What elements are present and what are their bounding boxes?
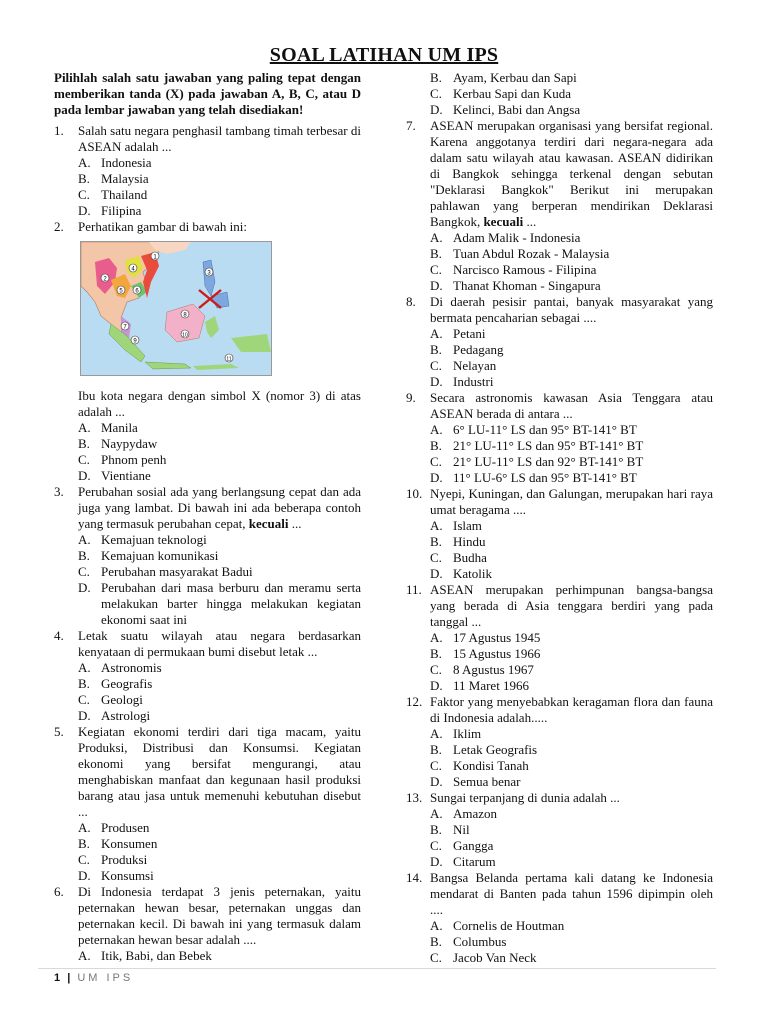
option[interactable]: [78, 868, 361, 884]
option-text: 11 Maret 1966: [453, 678, 530, 693]
option[interactable]: [78, 452, 361, 468]
option-text: Produksi: [101, 852, 148, 867]
option-letter: D.: [430, 278, 443, 293]
option-text: Letak Geografis: [453, 742, 538, 757]
option-text: Vientiane: [101, 468, 151, 483]
question-number: 14.: [406, 870, 423, 885]
option-text: Manila: [101, 420, 138, 435]
option[interactable]: [78, 948, 361, 964]
question-text: Salah satu negara penghasil tambang timah terbesar di ASEAN adalah ...: [78, 123, 361, 154]
right-column: [406, 70, 713, 966]
option[interactable]: [78, 708, 361, 724]
question-number: 13.: [406, 790, 423, 805]
left-column: [54, 70, 361, 964]
option[interactable]: [430, 454, 713, 470]
option-text: 21° LU-11° LS dan 95° BT-141° BT: [453, 438, 644, 453]
map-marker-6: [133, 286, 141, 295]
svg-text:5: 5: [119, 288, 123, 295]
option[interactable]: [78, 676, 361, 692]
question-number: 11.: [406, 582, 422, 597]
option[interactable]: [78, 820, 361, 836]
question-7: [406, 118, 713, 294]
question-number: 8.: [406, 294, 416, 309]
option-letter: C.: [430, 950, 442, 965]
option-text: Malaysia: [101, 171, 149, 186]
option[interactable]: [78, 532, 361, 548]
map-marker-7: [121, 322, 129, 331]
option-letter: B.: [430, 438, 442, 453]
option[interactable]: [430, 70, 713, 86]
option-letter: B.: [430, 822, 442, 837]
map-marker-9: [131, 336, 139, 345]
option-letter: B.: [430, 246, 442, 261]
svg-text:10: 10: [182, 332, 188, 339]
option-text: Kondisi Tanah: [453, 758, 529, 773]
option-letter: B.: [430, 70, 442, 85]
option[interactable]: [430, 550, 713, 566]
option-letter: D.: [78, 203, 91, 218]
option[interactable]: [78, 836, 361, 852]
question-10: [406, 486, 713, 582]
question-3: [54, 484, 361, 628]
option[interactable]: [78, 155, 361, 171]
question-6-continued: [406, 70, 713, 118]
option-letter: D.: [430, 566, 443, 581]
option-text: Petani: [453, 326, 486, 341]
option-text: Cornelis de Houtman: [453, 918, 565, 933]
question-text: Sungai terpanjang di dunia adalah ...: [430, 790, 620, 805]
page-title: SOAL LATIHAN UM IPS: [269, 44, 499, 66]
option-letter: C.: [78, 187, 90, 202]
option[interactable]: [430, 950, 713, 966]
option-letter: A.: [78, 660, 91, 675]
option-text: Astrologi: [101, 708, 151, 723]
option-letter: A.: [78, 532, 91, 547]
option-letter: B.: [78, 676, 90, 691]
option-text: Islam: [453, 518, 482, 533]
option[interactable]: [78, 580, 361, 628]
option-text: Thanat Khoman - Singapura: [453, 278, 601, 293]
question-number: 7.: [406, 118, 416, 133]
option[interactable]: [78, 436, 361, 452]
option[interactable]: [430, 374, 713, 390]
question-text: Secara astronomis kawasan Asia Tenggara atau ASEAN berada di antara ...: [430, 390, 713, 421]
map-marker-10: [181, 330, 189, 339]
question-12: [406, 694, 713, 790]
question-number: 12.: [406, 694, 423, 709]
option[interactable]: [430, 822, 713, 838]
question-text: Di daerah pesisir pantai, banyak masyarakat yang bermata pencaharian sebagai ....: [430, 294, 713, 325]
page-number: 1: [54, 972, 62, 984]
option[interactable]: [78, 852, 361, 868]
question-14: [406, 870, 713, 966]
option[interactable]: [430, 518, 713, 534]
option[interactable]: [430, 86, 713, 102]
option[interactable]: [430, 262, 713, 278]
option[interactable]: [78, 692, 361, 708]
option[interactable]: [430, 230, 713, 246]
option-text: Produsen: [101, 820, 150, 835]
option-letter: C.: [78, 852, 90, 867]
option[interactable]: [78, 420, 361, 436]
option-letter: B.: [430, 342, 442, 357]
option-text: Columbus: [453, 934, 507, 949]
option[interactable]: [430, 806, 713, 822]
option[interactable]: [430, 678, 713, 694]
option-letter: C.: [78, 564, 90, 579]
question-text: Nyepi, Kuningan, dan Galungan, merupakan hari raya umat beragama ....: [430, 486, 713, 517]
option-letter: A.: [430, 806, 443, 821]
option-text: Kelinci, Babi dan Angsa: [453, 102, 581, 117]
map-marker-4: [129, 264, 137, 273]
option-letter: B.: [430, 742, 442, 757]
question-9: [406, 390, 713, 486]
option-text: Geologi: [101, 692, 143, 707]
option-text: 15 Agustus 1966: [453, 646, 541, 661]
map-marker-1: [151, 252, 159, 261]
question-2: [54, 219, 361, 484]
option-letter: C.: [430, 358, 442, 373]
instruction: Pilihlah salah satu jawaban yang paling tepat dengan memberikan tanda (X) pada jawaban A, B, C, atau D pada lembar jawaban yang telah disediakan!: [54, 70, 361, 117]
option-letter: C.: [430, 838, 442, 853]
svg-text:7: 7: [123, 324, 127, 331]
option-letter: D.: [78, 580, 91, 595]
option-letter: B.: [430, 534, 442, 549]
question-5: [54, 724, 361, 884]
option-text: Kerbau Sapi dan Kuda: [453, 86, 572, 101]
question-number: 2.: [54, 219, 64, 234]
option[interactable]: [430, 646, 713, 662]
question-1: [54, 123, 361, 219]
option-letter: A.: [430, 630, 443, 645]
option-text: 17 Agustus 1945: [453, 630, 541, 645]
option-letter: A.: [430, 422, 443, 437]
option-letter: A.: [430, 726, 443, 741]
option-text: Ayam, Kerbau dan Sapi: [453, 70, 577, 85]
option-letter: B.: [430, 934, 442, 949]
option-text: 6° LU-11° LS dan 95° BT-141° BT: [453, 422, 637, 437]
option-text: Hindu: [453, 534, 486, 549]
svg-text:2: 2: [103, 276, 107, 283]
option-letter: C.: [78, 452, 90, 467]
option-letter: D.: [430, 774, 443, 789]
option[interactable]: [430, 342, 713, 358]
footer-subject: UM IPS: [77, 972, 134, 984]
option[interactable]: [430, 566, 713, 582]
option[interactable]: [430, 742, 713, 758]
option-letter: A.: [78, 155, 91, 170]
question-text: ASEAN merupakan perhimpunan bangsa-bangsa yang berada di Asia tenggara berdiri yang pada tanggal ...: [430, 582, 713, 629]
option-letter: B.: [430, 646, 442, 661]
option-text: Konsumen: [101, 836, 158, 851]
question-followup: Ibu kota negara dengan simbol X (nomor 3) di atas adalah ...: [78, 388, 361, 419]
option-text: 11° LU-6° LS dan 95° BT-141° BT: [453, 470, 637, 485]
option-letter: A.: [78, 820, 91, 835]
option[interactable]: [78, 468, 361, 484]
option[interactable]: [430, 326, 713, 342]
option[interactable]: [430, 758, 713, 774]
option-text: Kemajuan teknologi: [101, 532, 207, 547]
option-text: Pedagang: [453, 342, 504, 357]
option-letter: A.: [430, 326, 443, 341]
option-letter: D.: [430, 678, 443, 693]
option[interactable]: [430, 422, 713, 438]
option-letter: D.: [430, 470, 443, 485]
option-letter: B.: [78, 436, 90, 451]
option-letter: B.: [78, 548, 90, 563]
option-text: Indonesia: [101, 155, 152, 170]
page-footer: [54, 972, 133, 984]
option[interactable]: [430, 438, 713, 454]
option-text: 21° LU-11° LS dan 92° BT-141° BT: [453, 454, 644, 469]
question-number: 6.: [54, 884, 64, 899]
footer-divider: [38, 968, 716, 969]
option-text: 8 Agustus 1967: [453, 662, 534, 677]
option-letter: B.: [78, 171, 90, 186]
option-letter: A.: [430, 918, 443, 933]
question-number: 10.: [406, 486, 423, 501]
question-text: ASEAN merupakan organisasi yang bersifat regional. Karena anggotanya terdiri dari negara-negara ada dalam satu wilayah atau kawasan. ASEAN didirikan di Bangkok sehingga terkenal dengan sebutan "Deklarasi Bangkok" Berikut ini merupakan pahlawan yang berperan mendirikan Deklarasi Bangkok, kecuali ...: [430, 118, 713, 229]
question-text: Faktor yang menyebabkan keragaman flora dan fauna di Indonesia adalah.....: [430, 694, 713, 725]
svg-text:11: 11: [226, 356, 232, 363]
option-letter: D.: [78, 708, 91, 723]
option[interactable]: [430, 774, 713, 790]
question-4: [54, 628, 361, 724]
option-text: Amazon: [453, 806, 498, 821]
option-text: Iklim: [453, 726, 482, 741]
option[interactable]: [430, 278, 713, 294]
question-6: [54, 884, 361, 964]
option-letter: C.: [430, 758, 442, 773]
southeast-asia-map: [80, 241, 272, 376]
option-text: Semua benar: [453, 774, 521, 789]
question-11: [406, 582, 713, 694]
option[interactable]: [78, 171, 361, 187]
option-text: Naypydaw: [101, 436, 158, 451]
question-text: Letak suatu wilayah atau negara berdasarkan kenyataan di permukaan bumi disebut letak ...: [78, 628, 361, 659]
svg-text:9: 9: [133, 338, 137, 345]
option[interactable]: [430, 934, 713, 950]
question-number: 3.: [54, 484, 64, 499]
question-13: [406, 790, 713, 870]
map-marker-11: [225, 354, 233, 363]
option-letter: B.: [78, 836, 90, 851]
option-text: Filipina: [101, 203, 142, 218]
option[interactable]: [430, 246, 713, 262]
option[interactable]: [430, 358, 713, 374]
option-letter: D.: [430, 102, 443, 117]
option-text: Industri: [453, 374, 494, 389]
option-text: Jacob Van Neck: [453, 950, 537, 965]
option-text: Citarum: [453, 854, 496, 869]
question-number: 1.: [54, 123, 64, 138]
question-number: 4.: [54, 628, 64, 643]
option-text: Thailand: [101, 187, 148, 202]
question-number: 5.: [54, 724, 64, 739]
option-text: Astronomis: [101, 660, 162, 675]
option-letter: D.: [430, 374, 443, 389]
option-text: Gangga: [453, 838, 494, 853]
option[interactable]: [430, 534, 713, 550]
option-letter: C.: [78, 692, 90, 707]
question-number: 9.: [406, 390, 416, 405]
option[interactable]: [78, 187, 361, 203]
option[interactable]: [78, 660, 361, 676]
svg-text:3: 3: [207, 270, 211, 277]
option-letter: D.: [78, 868, 91, 883]
question-text: Bangsa Belanda pertama kali datang ke Indonesia mendarat di Banten pada tahun 1596 dipimpin oleh ....: [430, 870, 713, 917]
option-text: Nil: [453, 822, 470, 837]
option[interactable]: [430, 630, 713, 646]
option-text: Adam Malik - Indonesia: [453, 230, 581, 245]
option-text: Narcisco Ramous - Filipina: [453, 262, 597, 277]
question-8: [406, 294, 713, 390]
option-letter: C.: [430, 262, 442, 277]
option[interactable]: [78, 548, 361, 564]
map-marker-8: [181, 310, 189, 319]
question-text: Perhatikan gambar di bawah ini:: [78, 219, 247, 234]
option-text: Geografis: [101, 676, 153, 691]
svg-text:4: 4: [131, 266, 135, 273]
option-text: Itik, Babi, dan Bebek: [101, 948, 212, 963]
map-marker-2: [101, 274, 109, 283]
option-letter: A.: [78, 420, 91, 435]
option-letter: D.: [78, 468, 91, 483]
option-letter: D.: [430, 854, 443, 869]
map-marker-5: [117, 286, 125, 295]
question-text: Di Indonesia terdapat 3 jenis peternakan, yaitu peternakan hewan besar, peternakan unggas dan peternakan kecil. Di bawah ini yang termasuk dalam peternakan hewan besar adalah ....: [78, 884, 361, 947]
option-letter: A.: [430, 230, 443, 245]
option[interactable]: [430, 662, 713, 678]
option[interactable]: [430, 102, 713, 118]
option[interactable]: [430, 470, 713, 486]
option-text: Phnom penh: [101, 452, 167, 467]
option-letter: A.: [430, 518, 443, 533]
option-text: Perubahan masyarakat Badui: [101, 564, 253, 579]
option[interactable]: [430, 838, 713, 854]
option-letter: C.: [430, 86, 442, 101]
option-text: Nelayan: [453, 358, 497, 373]
option-letter: A.: [78, 948, 91, 963]
question-text: Perubahan sosial ada yang berlangsung cepat dan ada juga yang lambat. Di bawah ini ada beberapa contoh yang termasuk perubahan cepat, kecuali ...: [78, 484, 361, 531]
option[interactable]: [78, 564, 361, 580]
option[interactable]: [78, 203, 361, 219]
option-text: Katolik: [453, 566, 492, 581]
option-text: Konsumsi: [101, 868, 154, 883]
footer-separator: |: [67, 972, 72, 984]
svg-text:6: 6: [135, 288, 139, 295]
option-text: Kemajuan komunikasi: [101, 548, 219, 563]
question-text: Kegiatan ekonomi terdiri dari tiga macam, yaitu Produksi, Distribusi dan Konsumsi. Kegiatan ekonomi yang bersifat mengurangi, atau menghabiskan manfaat dan kegunaan hasil produksi barang atau jasa untuk memenuhi kebutuhan disebut ...: [78, 724, 361, 819]
svg-text:1: 1: [153, 254, 157, 261]
svg-text:8: 8: [183, 312, 187, 319]
option-text: Tuan Abdul Rozak - Malaysia: [453, 246, 610, 261]
option[interactable]: [430, 854, 713, 870]
option-letter: C.: [430, 550, 442, 565]
option-letter: C.: [430, 454, 442, 469]
option[interactable]: [430, 918, 713, 934]
option-text: Budha: [453, 550, 487, 565]
map-marker-3: [205, 268, 213, 277]
option[interactable]: [430, 726, 713, 742]
option-text: Perubahan dari masa berburu dan meramu serta melakukan barter hingga melakukan kegiatan ekonomi saat ini: [101, 580, 361, 627]
option-letter: C.: [430, 662, 442, 677]
